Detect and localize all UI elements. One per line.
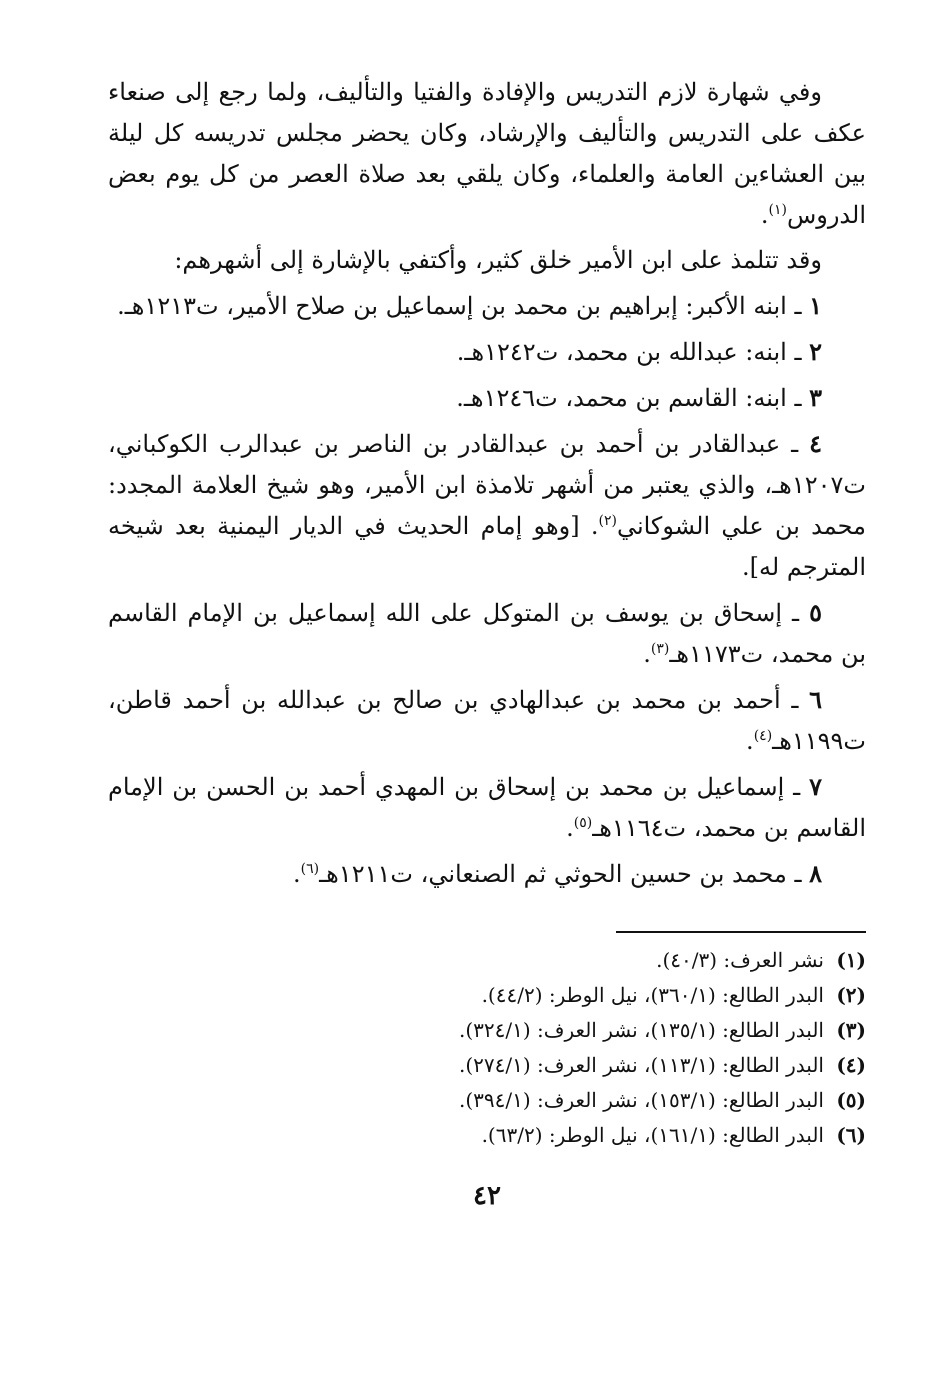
list-item [108, 853, 866, 895]
item-end: . [293, 860, 301, 888]
students-list [108, 285, 866, 895]
item-number: ٨ [809, 859, 822, 888]
item-number: ٦ [809, 685, 822, 714]
footnote-marker: (٥) [573, 815, 593, 831]
footnote-text: نشر العرف: (٤٠/٣). [656, 948, 824, 972]
lead-paragraph: وقد تتلمذ على ابن الأمير خلق كثير، وأكتفي بالإشارة إلى أشهرهم: [174, 246, 822, 274]
footnote-marker: (٦) [300, 861, 320, 877]
footnote-number: (٢) [836, 983, 866, 1007]
list-item [108, 679, 866, 762]
item-text: ـ أحمد بن محمد بن عبدالهادي بن صالح بن عبدالله بن أحمد قاطن، ت١١٩٩هـ [108, 686, 866, 755]
item-end: . [643, 640, 651, 668]
item-text: ـ عبدالقادر بن أحمد بن عبدالقادر بن الناصر بن عبدالرب الكوكباني، ت١٢٠٧هـ، والذي يعتبر من أشهر تلامذة ابن الأمير، وهو شيخ العلامة المجدد: محمد بن علي الشوكاني [108, 430, 866, 540]
list-item [108, 766, 866, 849]
footnote-text: البدر الطالع: (١٣٥/١)، نشر العرف: (٣٢٤/١). [459, 1018, 824, 1042]
footnote-text: البدر الطالع: (١٥٣/١)، نشر العرف: (٣٩٤/١). [459, 1088, 824, 1112]
footnote [108, 943, 866, 978]
footnote-marker: (٢) [598, 513, 617, 529]
item-number: ٧ [809, 772, 822, 801]
intro-text: وفي شهارة لازم التدريس والإفادة والفتيا والتأليف، ولما رجع إلى صنعاء عكف على التدريس والتأليف والإرشاد، وكان يحضر مجلس تدريسه كل ليلة بين العشاءين العامة والعلماء، وكان يلقي بعد صلاة العصر من كل يوم بعض الدروس [108, 78, 866, 229]
list-item [108, 331, 866, 373]
footnote-marker: (٣) [650, 641, 670, 657]
footnote-text: البدر الطالع: (١٦١/١)، نيل الوطر: (٦٣/٢). [481, 1123, 824, 1147]
item-text: ـ ابنه الأكبر: إبراهيم بن محمد بن إسماعيل بن صلاح الأمير، ت١٢١٣هـ. [117, 292, 810, 320]
footnote [108, 1083, 866, 1118]
item-text: ـ ابنه: القاسم بن محمد، ت١٢٤٦هـ. [456, 384, 810, 412]
list-item [108, 423, 866, 588]
item-number: ٣ [809, 383, 822, 412]
footnote-marker: (٤) [753, 728, 773, 744]
item-end: . [746, 727, 754, 755]
item-number: ٥ [809, 598, 822, 627]
footnote-text: البدر الطالع: (١١٣/١)، نشر العرف: (٢٧٤/١). [459, 1053, 824, 1077]
item-text: ـ إسحاق بن يوسف بن المتوكل على الله إسماعيل بن الإمام القاسم بن محمد، ت١١٧٣هـ [108, 599, 866, 668]
footnote-marker-1: (١) [768, 202, 787, 218]
footnotes [108, 943, 866, 1153]
book-page [108, 72, 866, 1211]
intro-paragraph [108, 72, 866, 236]
item-number: ٢ [809, 337, 822, 366]
footnote-divider [616, 931, 866, 933]
item-end: . [566, 814, 574, 842]
intro-end: . [760, 201, 769, 229]
footnote-number: (٣) [836, 1018, 866, 1042]
item-number: ١ [809, 291, 822, 320]
footnote-number: (٤) [836, 1053, 866, 1077]
item-number: ٤ [809, 429, 822, 458]
footnote-number: (٥) [836, 1088, 866, 1112]
footnote [108, 1118, 866, 1153]
item-text: ـ ابنه: عبدالله بن محمد، ت١٢٤٢هـ. [456, 338, 810, 366]
list-item [108, 285, 866, 327]
page-number: ٤٢ [473, 1181, 501, 1211]
footnote-number: (١) [836, 948, 866, 972]
footnote-number: (٦) [836, 1123, 866, 1147]
footnote [108, 978, 866, 1013]
footnote [108, 1013, 866, 1048]
list-item [108, 592, 866, 675]
item-end: . [وهو إمام الحديث في الديار اليمنية بعد شيخه المترجم له]. [108, 512, 866, 581]
footnote [108, 1048, 866, 1083]
list-item [108, 377, 866, 419]
footnote-text: البدر الطالع: (٣٦٠/١)، نيل الوطر: (٤٤/٢). [481, 983, 824, 1007]
item-text: ـ محمد بن حسين الحوثي ثم الصنعاني، ت١٢١١هـ [319, 860, 810, 888]
item-text: ـ إسماعيل بن محمد بن إسحاق بن المهدي أحمد بن الحسن بن الإمام القاسم بن محمد، ت١١٦٤هـ [108, 773, 866, 842]
